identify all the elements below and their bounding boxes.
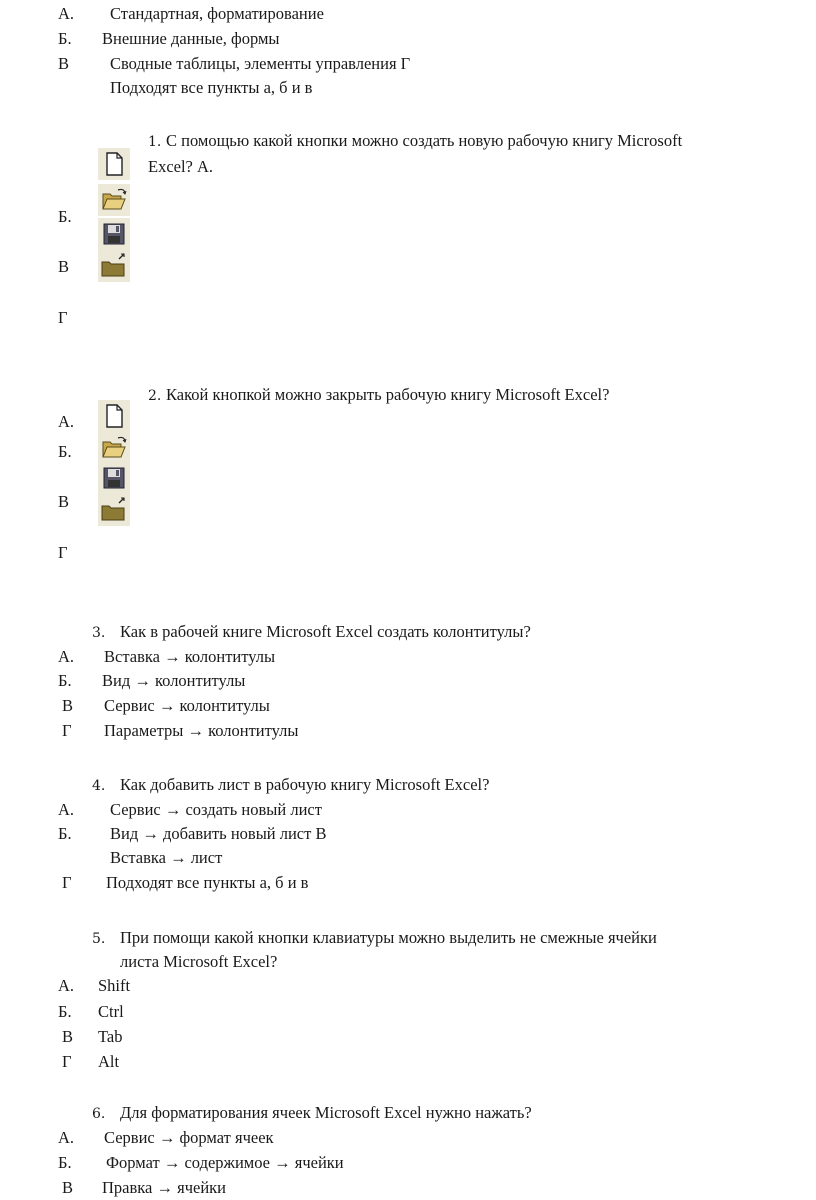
option-letter: А.: [58, 800, 75, 819]
option-letter: В: [62, 1027, 74, 1046]
option-text: Tab: [98, 1027, 123, 1046]
option-letter: А.: [58, 1128, 75, 1147]
question-text: Как в рабочей книге Microsoft Excel создать колонтитулы?: [120, 622, 531, 641]
question-number: 1.: [148, 134, 162, 150]
option-text: Shift: [98, 976, 131, 995]
option-text: Подходят все пункты а, б и в: [106, 873, 309, 892]
open-folder-icon: [98, 184, 130, 216]
option-text: Параметры → колонтитулы: [104, 721, 299, 740]
save-disk-icon: [98, 462, 130, 494]
option-text: Формат → содержимое → ячейки: [106, 1153, 344, 1172]
question-number: 4.: [92, 778, 106, 794]
option-letter: Г: [62, 1052, 72, 1071]
option-letter: Б.: [58, 1153, 72, 1172]
option-text: Сервис → формат ячеек: [104, 1128, 274, 1147]
option-letter: В: [62, 696, 74, 715]
option-letter: В: [58, 492, 70, 511]
option-letter: Б.: [58, 29, 72, 48]
question-number: 6.: [92, 1106, 106, 1122]
option-letter: Г: [58, 308, 68, 327]
option-letter: Б.: [58, 442, 72, 461]
open-folder-icon: [98, 432, 130, 464]
option-text: Вид → добавить новый лист В: [110, 824, 327, 843]
option-letter: В: [58, 257, 70, 276]
question-text: Как добавить лист в рабочую книгу Microsoft Excel?: [120, 775, 490, 794]
option-letter: Г: [58, 543, 68, 562]
option-text: Сервис → колонтитулы: [104, 696, 270, 715]
question-text: С помощью какой кнопки можно создать новую рабочую книгу Microsoft: [166, 131, 683, 150]
question-number: 2.: [148, 388, 162, 404]
option-letter: Б.: [58, 671, 72, 690]
option-text: Вставка → колонтитулы: [104, 647, 276, 666]
question-text: При помощи какой кнопки клавиатуры можно выделить не смежные ячейки: [120, 928, 657, 947]
option-text: Стандартная, форматирование: [110, 4, 324, 23]
question-number: 5.: [92, 931, 106, 947]
option-text: Вставка → лист: [110, 848, 223, 867]
option-text: Сводные таблицы, элементы управления Г: [110, 54, 411, 73]
question-text: Excel? А.: [148, 157, 214, 176]
option-text: Правка → ячейки: [102, 1178, 227, 1197]
question-text: листа Microsoft Excel?: [120, 952, 278, 971]
option-text: Вид → колонтитулы: [102, 671, 246, 690]
option-letter: В: [62, 1178, 74, 1197]
option-letter: Б.: [58, 824, 72, 843]
question-text: Какой кнопкой можно закрыть рабочую книгу Microsoft Excel?: [166, 385, 610, 404]
option-letter: А.: [58, 4, 75, 23]
new-document-icon: [98, 400, 130, 432]
option-text: Alt: [98, 1052, 120, 1071]
save-disk-icon: [98, 218, 130, 250]
option-letter: В: [58, 54, 70, 73]
close-folder-icon: [98, 494, 130, 526]
option-letter: А.: [58, 412, 75, 431]
new-document-icon: [98, 148, 130, 180]
option-letter: А.: [58, 647, 75, 666]
option-letter: Г: [62, 873, 72, 892]
option-letter: Г: [62, 721, 72, 740]
option-text: Внешние данные, формы: [102, 29, 280, 48]
option-letter: А.: [58, 976, 75, 995]
close-folder-icon: [98, 250, 130, 282]
question-number: 3.: [92, 625, 106, 641]
option-letter: Б.: [58, 207, 72, 226]
option-text: Подходят все пункты а, б и в: [110, 78, 313, 97]
option-text: Сервис → создать новый лист: [110, 800, 322, 819]
option-letter: Б.: [58, 1002, 72, 1021]
option-text: Ctrl: [98, 1002, 124, 1021]
question-text: Для форматирования ячеек Microsoft Excel нужно нажать?: [120, 1103, 532, 1122]
